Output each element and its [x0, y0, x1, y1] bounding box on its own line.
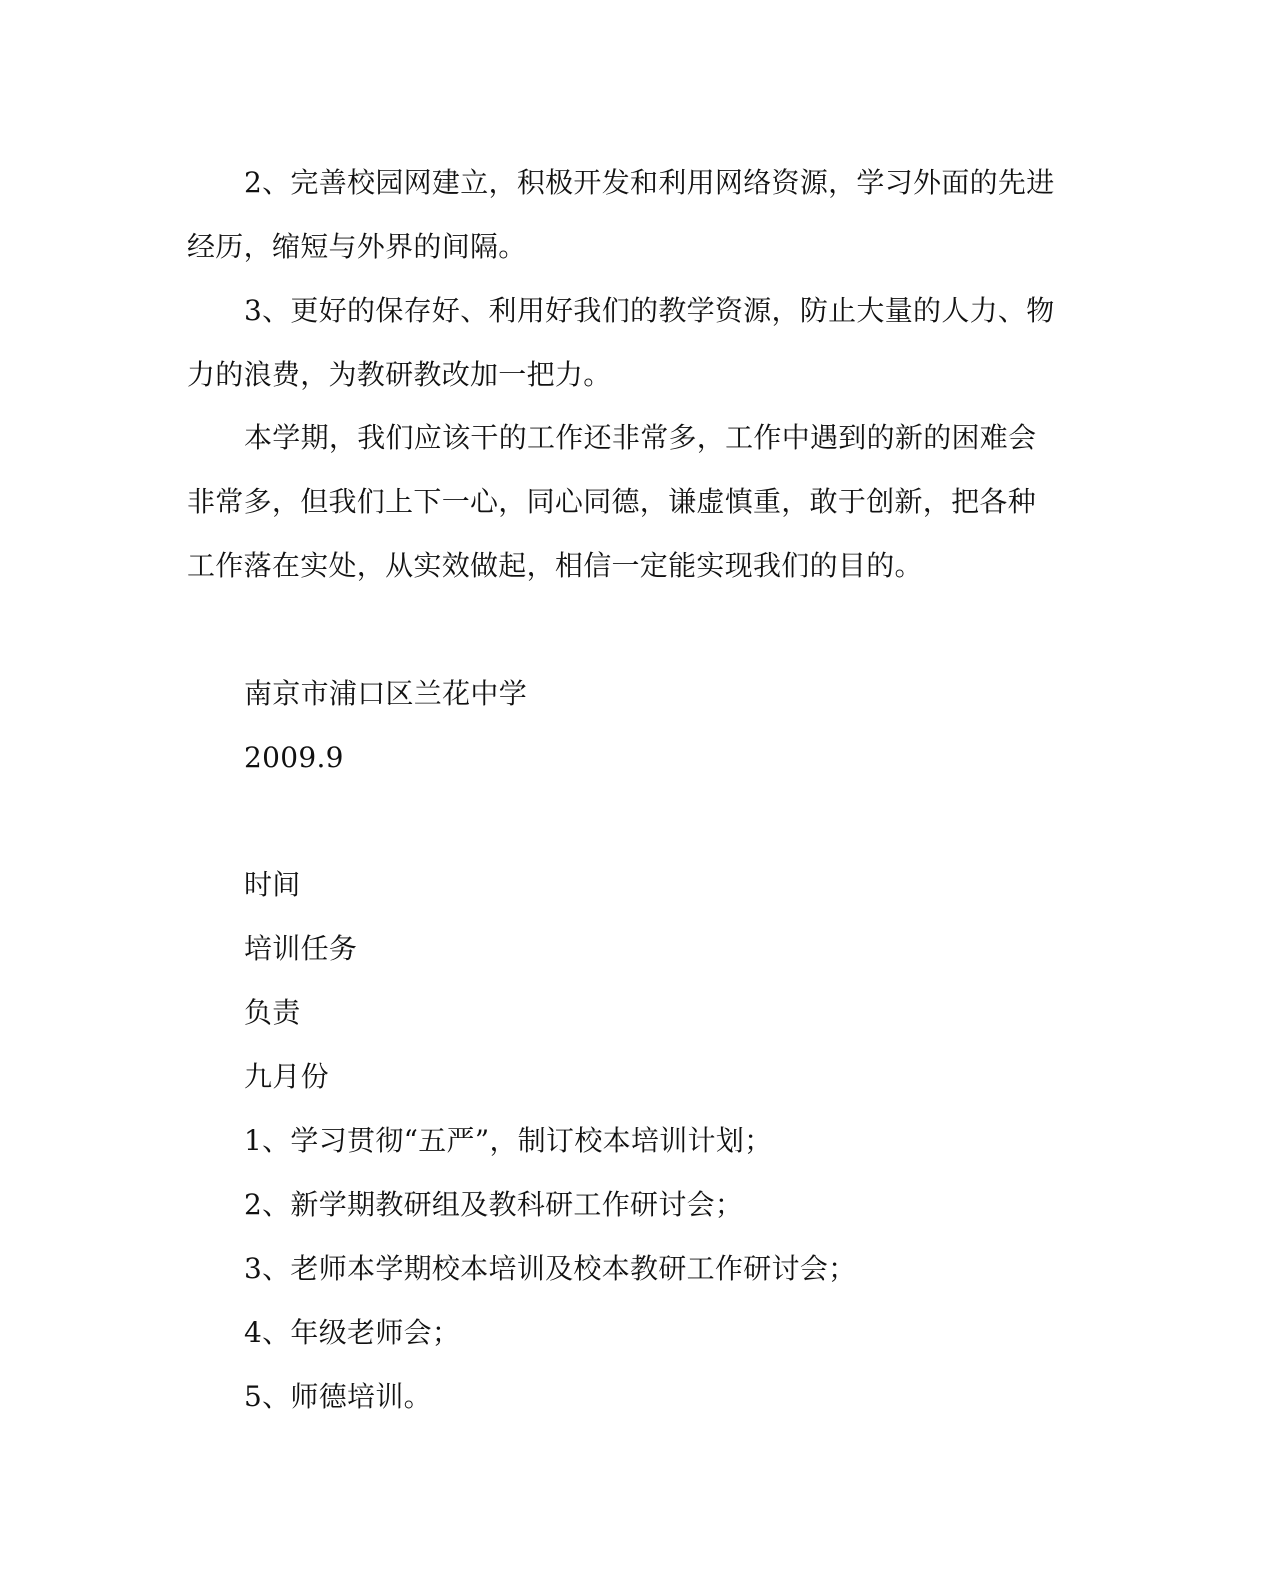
signature-school: 南京市浦口区兰花中学	[244, 677, 528, 710]
table-cell-month: 九月份	[244, 1060, 329, 1093]
paragraph-2-line-2: 力的浪费，为教研教改加一把力。	[187, 358, 612, 391]
paragraph-3-line-1: 本学期，我们应该干的工作还非常多，工作中遇到的新的困难会	[244, 421, 1037, 454]
signature-date: 2009.9	[244, 741, 344, 774]
task-item-3: 3、老师本学期校本培训及校本教研工作研讨会；	[244, 1252, 857, 1285]
paragraph-3-line-3: 工作落在实处，从实效做起，相信一定能实现我们的目的。	[187, 549, 923, 582]
task-item-1: 1、学习贯彻“五严”，制订校本培训计划；	[244, 1124, 773, 1157]
paragraph-3-line-2: 非常多，但我们上下一心，同心同德，谦虚慎重，敢于创新，把各种	[187, 485, 1037, 518]
paragraph-1-line-1: 2、完善校园网建立，积极开发和利用网络资源，学习外面的先进	[244, 166, 1055, 199]
paragraph-1-line-2: 经历，缩短与外界的间隔。	[187, 230, 527, 263]
task-item-2: 2、新学期教研组及教科研工作研讨会；	[244, 1188, 744, 1221]
table-header-time: 时间	[244, 868, 301, 901]
task-item-4: 4、年级老师会；	[244, 1316, 461, 1349]
paragraph-2-line-1: 3、更好的保存好、利用好我们的教学资源，防止大量的人力、物	[244, 294, 1055, 327]
table-header-responsible: 负责	[244, 996, 301, 1029]
table-header-task: 培训任务	[244, 932, 358, 965]
task-item-5: 5、师德培训。	[244, 1380, 432, 1413]
